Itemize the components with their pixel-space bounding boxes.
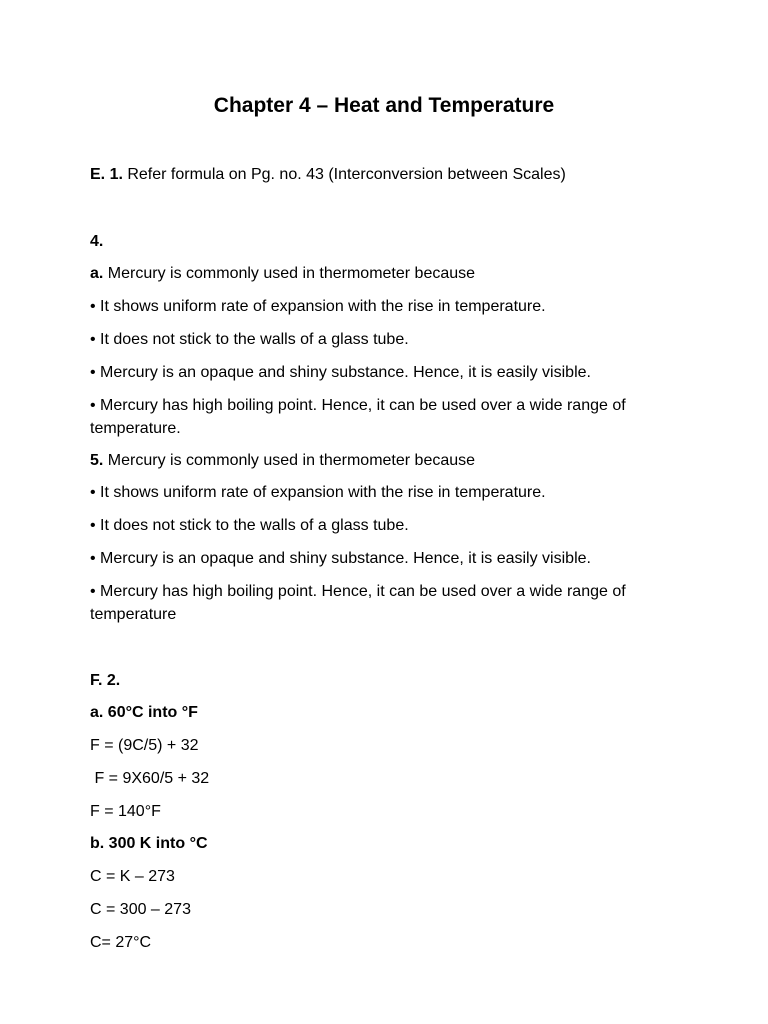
f2-b-heading: b. 300 K into °C: [90, 835, 208, 852]
q4-bullet-4: • Mercury has high boiling point. Hence, it can be used over a wide range of temperature.: [90, 397, 626, 437]
q5-label: 5.: [90, 452, 104, 469]
f2-a-step-1: F = (9C/5) + 32: [90, 737, 199, 754]
q5-line: [90, 449, 690, 472]
q5-bullet-4: • Mercury has high boiling point. Hence, it can be used over a wide range of temperature: [90, 583, 626, 623]
f2-b-step-1: C = K – 273: [90, 868, 175, 885]
e1-line: [90, 163, 690, 186]
e1-label: E. 1.: [90, 166, 123, 183]
f2-a-step-3: F = 140°F: [90, 803, 161, 820]
q4-bullet-1: • It shows uniform rate of expansion with the rise in temperature.: [90, 298, 546, 315]
q4-bullet-2: • It does not stick to the walls of a glass tube.: [90, 331, 409, 348]
page-title: Chapter 4 – Heat and Temperature: [213, 94, 555, 117]
q4-bullet-3: • Mercury is an opaque and shiny substance. Hence, it is easily visible.: [90, 364, 591, 381]
q5-bullet-3: • Mercury is an opaque and shiny substance. Hence, it is easily visible.: [90, 550, 591, 567]
f2-b-step-2: C = 300 – 273: [90, 901, 191, 918]
f2-a-heading: a. 60°C into °F: [90, 704, 198, 721]
e1-text: Refer formula on Pg. no. 43 (Interconversion between Scales): [122, 166, 566, 183]
q4-a-label: a.: [90, 265, 104, 282]
f2-a-step-2: F = 9X60/5 + 32: [90, 770, 210, 787]
q5-bullet-2: • It does not stick to the walls of a glass tube.: [90, 517, 409, 534]
q5-text: Mercury is commonly used in thermometer because: [103, 452, 476, 469]
q5-bullet-1: • It shows uniform rate of expansion with the rise in temperature.: [90, 484, 546, 501]
q4-a-line: [90, 262, 690, 285]
q4-a-text: Mercury is commonly used in thermometer because: [103, 265, 476, 282]
q4-number: 4.: [90, 233, 104, 250]
f2-b-step-3: C= 27°C: [90, 934, 152, 951]
f2-label: F. 2.: [90, 672, 121, 689]
